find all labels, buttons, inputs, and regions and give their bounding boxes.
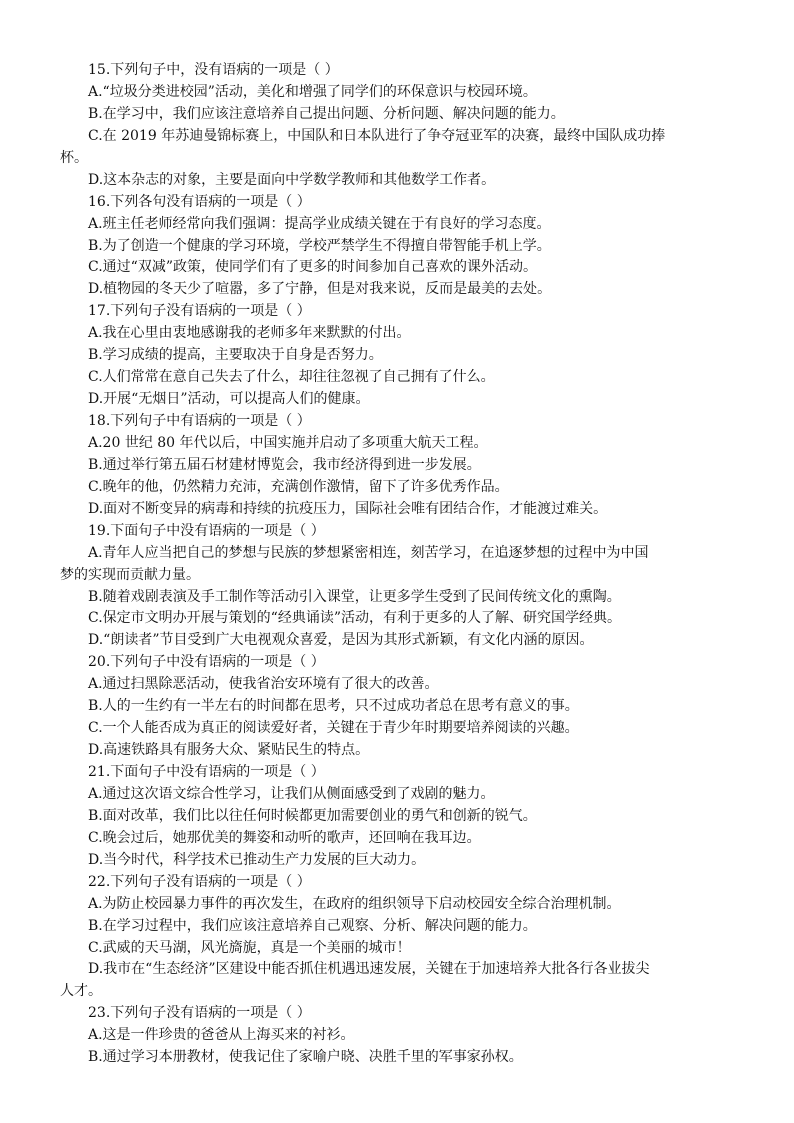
option-line: D.这本杂志的对象，主要是面向中学数学教师和其他数学工作者。 bbox=[88, 171, 496, 188]
option-line: A.青年人应当把自己的梦想与民族的梦想紧密相连，刻苦学习，在追逐梦想的过程中为中国 bbox=[88, 544, 649, 561]
option-line: A.“垃圾分类进校园”活动，美化和增强了同学们的环保意识与校园环境。 bbox=[88, 83, 537, 100]
option-line: B.在学习中，我们应该注意培养自己提出问题、分析问题、解决问题的能力。 bbox=[88, 105, 565, 122]
question-stem: 20.下列句子中没有语病的一项是（ ） bbox=[88, 654, 325, 671]
option-line: B.面对改革，我们比以往任何时候都更加需要创业的勇气和创新的锐气。 bbox=[88, 807, 537, 824]
option-line: C.晚会过后，她那优美的舞姿和动听的歌声，还回响在我耳边。 bbox=[88, 829, 481, 846]
question-stem: 21.下面句子中没有语病的一项是（ ） bbox=[88, 764, 325, 780]
question-stem: 22.下列句子没有语病的一项是（ ） bbox=[88, 873, 311, 890]
option-line: A.20 世纪 80 年代以后，中国实施并启动了多项重大航天工程。 bbox=[88, 434, 488, 451]
option-line: C.武威的天马湖，风光旖旎，真是一个美丽的城市！ bbox=[88, 939, 411, 956]
option-line: A.这是一件珍贵的爸爸从上海买来的衬衫。 bbox=[88, 1027, 355, 1044]
option-line: B.通过举行第五届石材建材博览会，我市经济得到进一步发展。 bbox=[88, 456, 481, 473]
option-line-continuation: 人才。 bbox=[60, 983, 102, 1000]
question-stem: 19.下面句子中没有语病的一项是（ ） bbox=[88, 522, 325, 539]
option-line: C.通过“双减”政策，使同学们有了更多的时间参加自己喜欢的课外活动。 bbox=[88, 259, 537, 276]
option-line: C.人们常常在意自己失去了什么，却往往忽视了自己拥有了什么。 bbox=[88, 369, 495, 386]
option-line: D.植物园的冬天少了喧嚣，多了宁静，但是对我来说，反而是最美的去处。 bbox=[88, 281, 552, 298]
option-line: B.随着戏剧表演及手工制作等活动引入课堂，让更多学生受到了民间传统文化的熏陶。 bbox=[88, 588, 621, 605]
option-line: D.“朗读者”节目受到广大电视观众喜爱，是因为其形式新颖，有文化内涵的原因。 bbox=[88, 632, 594, 649]
option-line: D.我市在“生态经济”区建设中能否抓住机遇迅速发展，关键在于加速培养大批各行各业拔尖 bbox=[88, 961, 650, 978]
option-line-continuation: 杯。 bbox=[60, 149, 88, 166]
option-line: B.人的一生约有一半左右的时间都在思考，只不过成功者总在思考有意义的事。 bbox=[88, 698, 579, 715]
question-stem: 18.下列句子中有语病的一项是（ ） bbox=[88, 413, 311, 429]
option-line-continuation: 梦的实现而贡献力量。 bbox=[60, 566, 200, 583]
option-line: B.为了创造一个健康的学习环境，学校严禁学生不得擅自带智能手机上学。 bbox=[88, 237, 551, 254]
option-line: C.在 2019 年苏迪曼锦标赛上，中国队和日本队进行了争夺冠亚军的决赛，最终中国队成功捧 bbox=[88, 127, 666, 144]
question-stem: 16.下列各句没有语病的一项是（ ） bbox=[88, 193, 311, 210]
option-line: B.在学习过程中，我们应该注意培养自己观察、分析、解决问题的能力。 bbox=[88, 917, 537, 934]
option-line: A.为防止校园暴力事件的再次发生，在政府的组织领导下启动校园安全综合治理机制。 bbox=[88, 895, 621, 912]
option-line: A.通过扫黑除恶活动，使我省治安环境有了很大的改善。 bbox=[88, 676, 439, 693]
option-line: D.高速铁路具有服务大众、紧贴民生的特点。 bbox=[88, 742, 370, 759]
option-line: A.通过这次语文综合性学习，让我们从侧面感受到了戏剧的魅力。 bbox=[88, 785, 495, 802]
question-stem: 17.下列句子没有语病的一项是（ ） bbox=[88, 303, 311, 320]
question-list bbox=[60, 60, 736, 1069]
question-stem: 15.下列句子中，没有语病的一项是（ ） bbox=[88, 62, 339, 78]
option-line: C.一个人能否成为真正的阅读爱好者，关键在于青少年时期要培养阅读的兴趣。 bbox=[88, 720, 579, 737]
option-line: B.通过学习本册教材，使我记住了家喻户晓、决胜千里的军事家孙权。 bbox=[88, 1049, 523, 1066]
option-line: D.当今时代，科学技术已推动生产力发展的巨大动力。 bbox=[88, 851, 426, 868]
question-stem: 23.下列句子没有语病的一项是（ ） bbox=[88, 1005, 311, 1022]
option-line: A.班主任老师经常向我们强调：提高学业成绩关键在于有良好的学习态度。 bbox=[88, 215, 551, 232]
option-line: A.我在心里由衷地感谢我的老师多年来默默的付出。 bbox=[88, 325, 411, 342]
option-line: C.晚年的他，仍然精力充沛，充满创作激情，留下了许多优秀作品。 bbox=[88, 478, 509, 495]
option-line: D.面对不断变异的病毒和持续的抗疫压力，国际社会唯有团结合作，才能渡过难关。 bbox=[88, 500, 608, 517]
option-line: B.学习成绩的提高，主要取决于自身是否努力。 bbox=[88, 347, 383, 364]
option-line: D.开展“无烟日”活动，可以提高人们的健康。 bbox=[88, 391, 370, 408]
option-line: C.保定市文明办开展与策划的“经典诵读”活动，有利于更多的人了解、研究国学经典。 bbox=[88, 610, 621, 627]
